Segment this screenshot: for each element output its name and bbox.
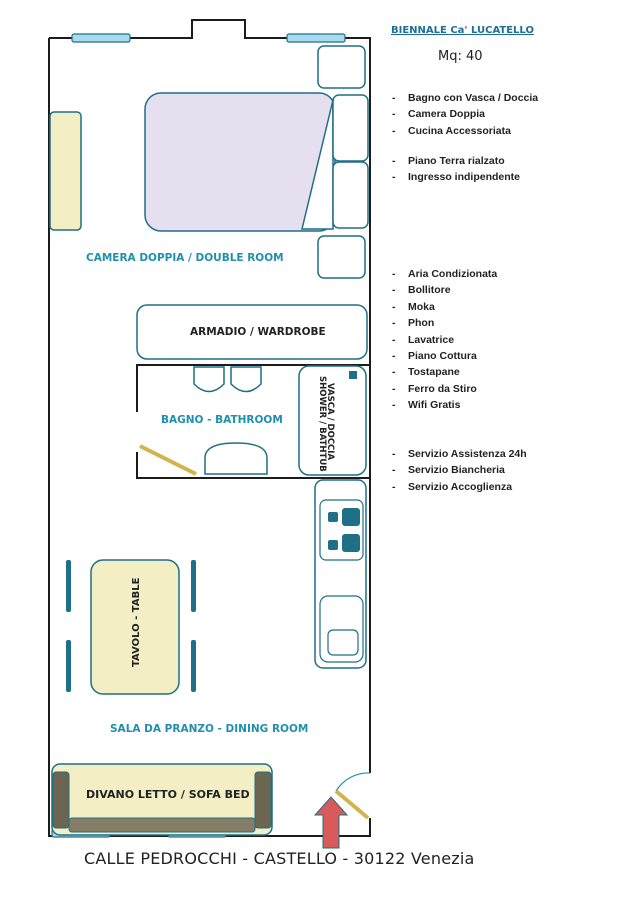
list-item: - Ingresso indipendente [392,171,521,184]
burner-3 [328,540,338,550]
list-item: - Cucina Accessoriata [392,124,511,137]
chair-right-top [191,560,196,612]
property-title: BIENNALE Ca' LUCATELLO [391,25,534,36]
bathtub-drain [349,371,357,379]
sofa-arm-right [255,772,271,828]
sofa-back [69,818,255,832]
burner-4 [342,534,360,552]
list-item: - Lavatrice [392,333,455,346]
list-item: - Aria Condizionata [392,268,498,280]
chair-left-bottom [66,640,71,692]
bathroom-door [140,446,196,474]
list-item: - Tostapane [392,366,460,379]
sofa-arm-left [53,772,69,828]
property-area: Mq: 40 [438,49,483,64]
kitchen-sink-basin [328,630,358,655]
chair-right-bottom [191,640,196,692]
bathtub-label-line2: SHOWER / BATHTUB [317,376,327,472]
burner-1 [328,512,338,522]
pillow-bottom [333,162,368,228]
bedroom-label: CAMERA DOPPIA / DOUBLE ROOM [86,252,284,264]
list-item: - Wifi Gratis [392,399,461,412]
dining-label: SALA DA PRANZO - DINING ROOM [110,723,309,735]
nightstand-bottom [318,236,365,278]
bathtub-label-line1: VASCA / DOCCIA [325,383,335,461]
entrance-door-arc [336,773,370,791]
list-item: - Camera Doppia [392,108,486,121]
chair-left-top [66,560,71,612]
table-label: TAVOLO - TABLE [131,577,142,667]
list-item: - Phon [392,317,435,330]
list-item: - Bollitore [392,284,451,297]
list-item: - Servizio Assistenza 24h [392,448,527,460]
list-item: - Moka [392,300,435,313]
burner-2 [342,508,360,526]
list-item: - Servizio Biancheria [392,464,505,477]
list-item: - Piano Cottura [392,349,477,362]
list-item: - Bagno con Vasca / Doccia [392,92,539,104]
window-top-right [287,34,345,42]
window-top-left [72,34,130,42]
feature-list-3 [392,266,497,414]
entrance-arrow [315,797,347,848]
address: CALLE PEDROCCHI - CASTELLO - 30122 Venezia [84,849,475,868]
list-item: - Piano Terra rialzato [392,155,505,167]
feature-list-4 [392,446,527,495]
wardrobe-label: ARMADIO / WARDROBE [190,326,326,338]
sofa-label: DIVANO LETTO / SOFA BED [86,788,250,801]
pillow-top [333,95,368,161]
list-item: - Servizio Accoglienza [392,480,513,493]
feature-list-2 [392,153,520,186]
bedroom-bench [50,112,81,230]
toilet [231,367,261,392]
list-item: - Ferro da Stiro [392,382,477,395]
bidet [194,367,224,392]
feature-list-1 [392,90,538,139]
sink [205,443,267,474]
nightstand-top [318,46,365,88]
bathroom-label: BAGNO - BATHROOM [161,414,283,426]
